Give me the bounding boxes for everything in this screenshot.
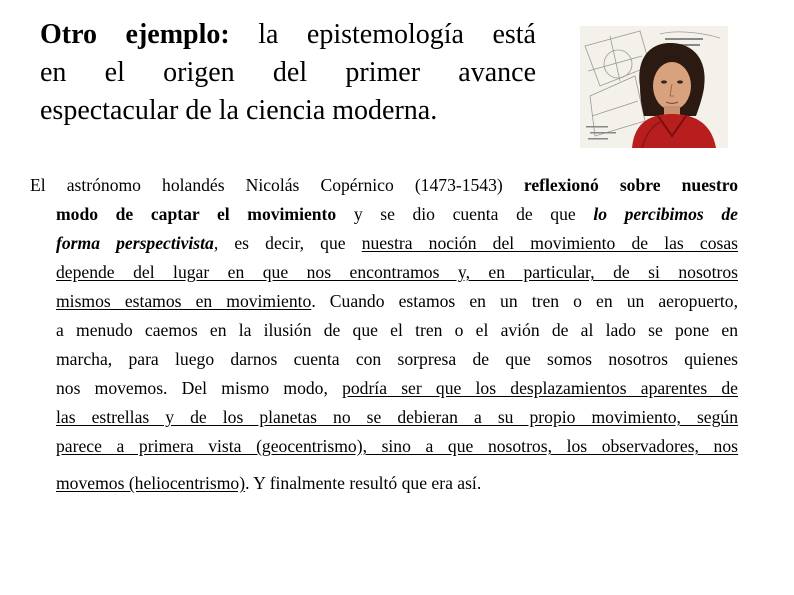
copernicus-portrait-image [580,26,728,148]
bold-text-run: reflexionó sobre nuestro [523,175,738,195]
underlined-text-run: nuestra noción del movimiento de las cosas [361,233,738,253]
underlined-text-run: movemos (heliocentrismo) [56,473,246,493]
slide-heading [40,16,536,130]
paragraph-line [30,469,738,498]
paragraph-line: marcha, para luego darnos cuenta con sorpresa de que somos nosotros quienes [56,349,738,369]
text-run: El astrónomo holandés Nicolás Copérnico (1473-1543) [30,175,524,195]
heading-line-1-rest: la epistemología está [229,19,536,50]
text-run: . Y finalmente resultó que era así. [245,473,482,493]
text-run: , es decir, que [213,233,362,253]
heading-line-2: en el origen del primer avance [40,57,536,88]
heading-line-1 [40,16,536,54]
portrait-illustration [580,26,728,148]
text-run: nos movemos. Del mismo modo, [56,378,343,398]
paragraph-line: depende del lugar en que nos encontramos y, en particular, de si nosotros [56,262,738,282]
paragraph-line: a menudo caemos en la ilusión de que el tren o el avión de al lado se pone en [56,320,738,340]
bold-italic-text-run: forma perspectivista [56,233,214,253]
copernicus-paragraph [30,171,738,498]
bold-text-run: modo de captar el movimiento [56,204,337,224]
paragraph-line: las estrellas y de los planetas no se debieran a su propio movimiento, según [56,407,738,427]
heading-bold-lead: Otro ejemplo: [40,19,230,50]
paragraph-line [30,374,738,403]
paragraph-line: parece a primera vista (geocentrismo), sino a que nosotros, los observadores, nos [56,436,738,456]
underlined-text-run: mismos estamos en movimiento [56,291,312,311]
paragraph-line [30,287,738,316]
bold-italic-text-run: lo percibimos de [593,204,738,224]
paragraph-line [30,229,738,258]
heading-line-3: espectacular de la ciencia moderna. [40,95,438,126]
underlined-text-run: podría ser que los desplazamientos aparentes de [342,378,738,398]
text-run: y se dio cuenta de que [336,204,594,224]
text-run: . Cuando estamos en un tren o en un aeropuerto, [311,291,738,311]
paragraph-line [30,171,738,200]
paragraph-line [30,200,738,229]
